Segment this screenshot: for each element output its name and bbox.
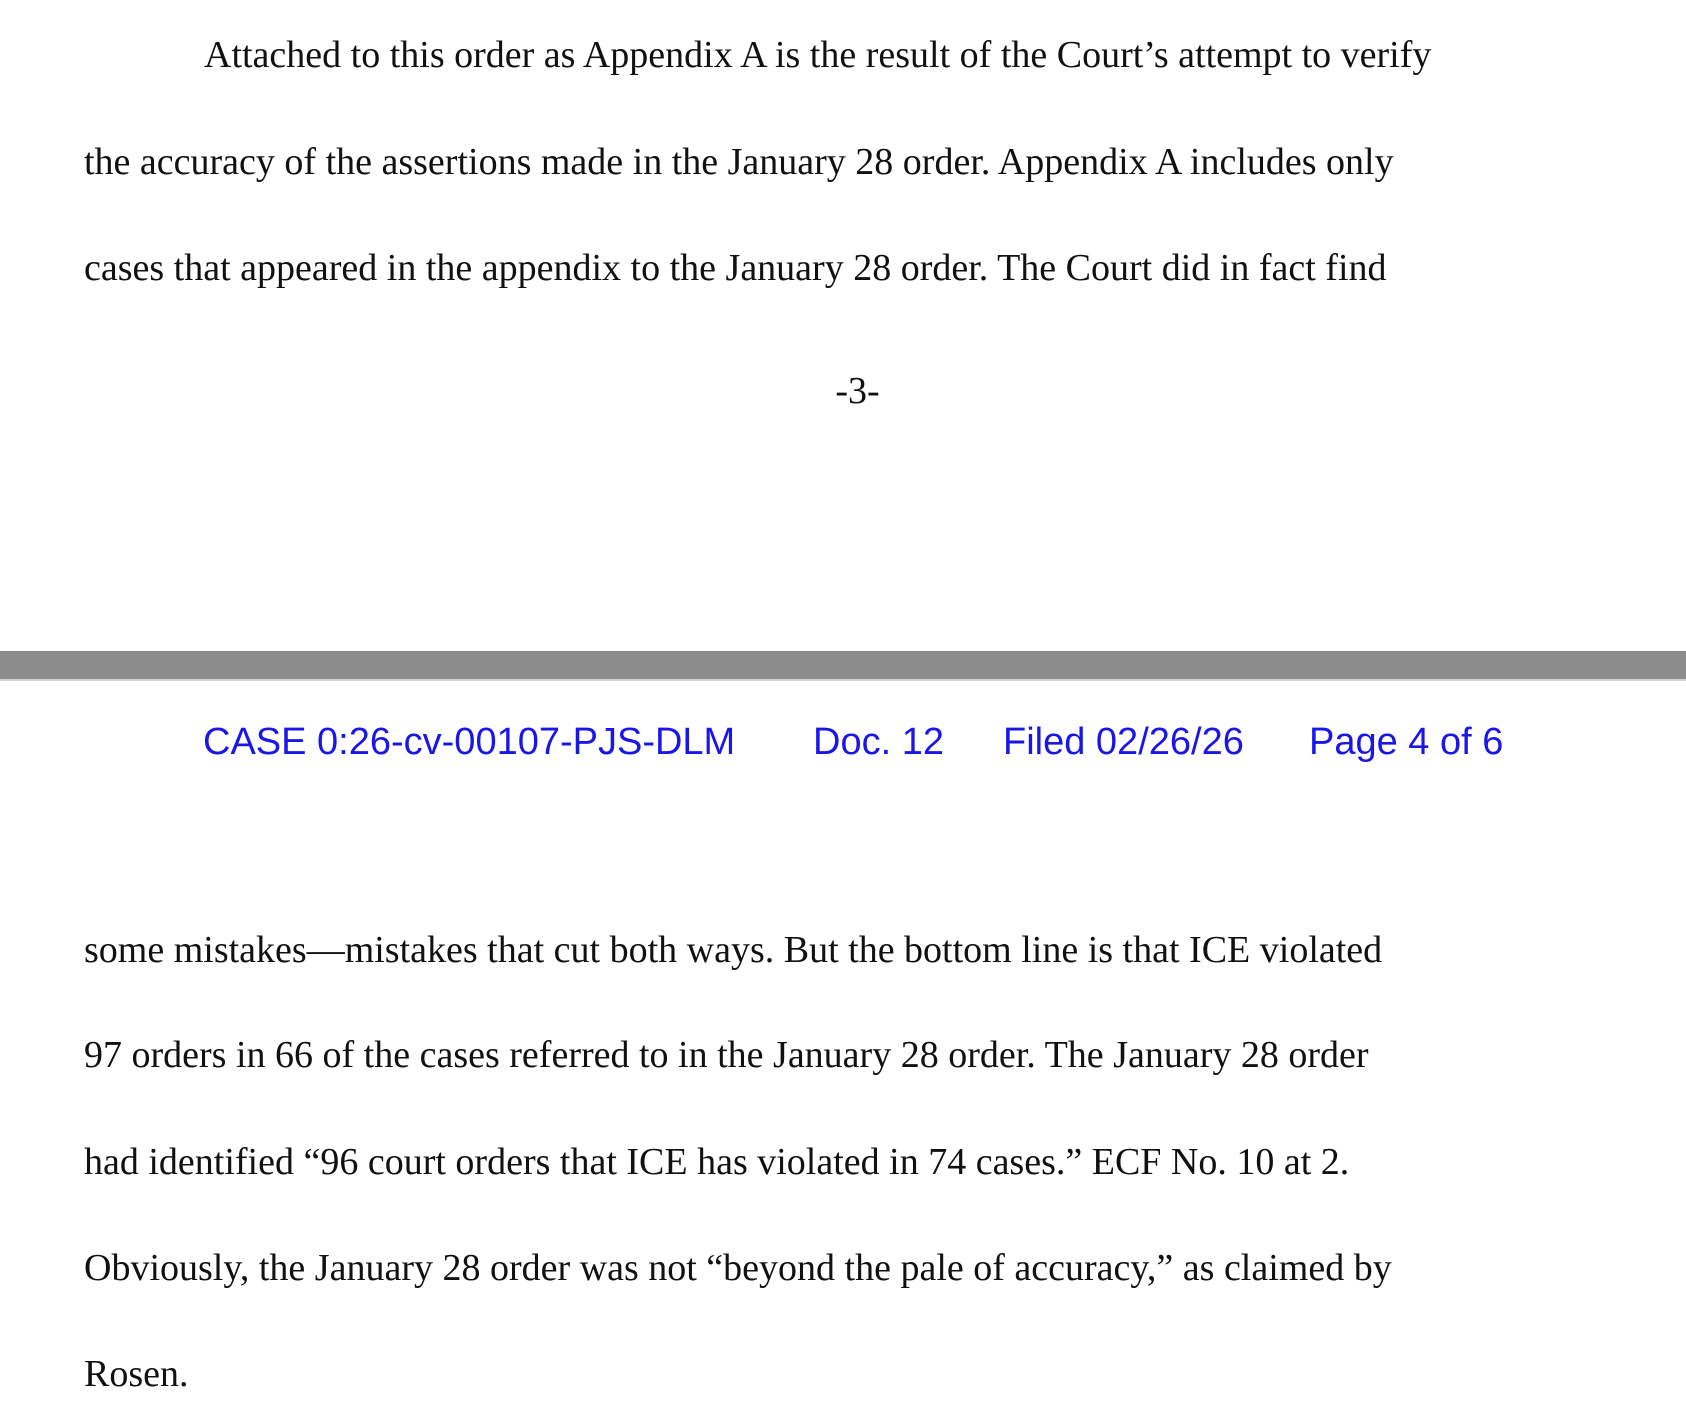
- page-indicator: Page 4 of 6: [1309, 721, 1504, 763]
- body-text-line: some mistakes—mistakes that cut both ways. But the bottom line is that ICE violated: [84, 929, 1383, 971]
- body-text-line: Obviously, the January 28 order was not “beyond the pale of accuracy,” as claimed by: [84, 1247, 1392, 1289]
- body-text-line: 97 orders in 66 of the cases referred to in the January 28 order. The January 28 order: [84, 1034, 1369, 1076]
- body-text-line: Attached to this order as Appendix A is the result of the Court’s attempt to verify: [204, 34, 1432, 76]
- document-number: Doc. 12: [813, 721, 944, 763]
- page-divider: [0, 651, 1686, 681]
- body-text-line: had identified “96 court orders that ICE has violated in 74 cases.” ECF No. 10 at 2.: [84, 1141, 1350, 1183]
- case-number: CASE 0:26-cv-00107-PJS-DLM: [203, 721, 736, 763]
- body-text-line: cases that appeared in the appendix to the January 28 order. The Court did in fact find: [84, 247, 1387, 289]
- body-text-line: Rosen.: [84, 1353, 189, 1395]
- body-text-line: the accuracy of the assertions made in the January 28 order. Appendix A includes only: [84, 141, 1394, 183]
- filed-date: Filed 02/26/26: [1003, 721, 1244, 763]
- page-number: -3-: [835, 370, 880, 412]
